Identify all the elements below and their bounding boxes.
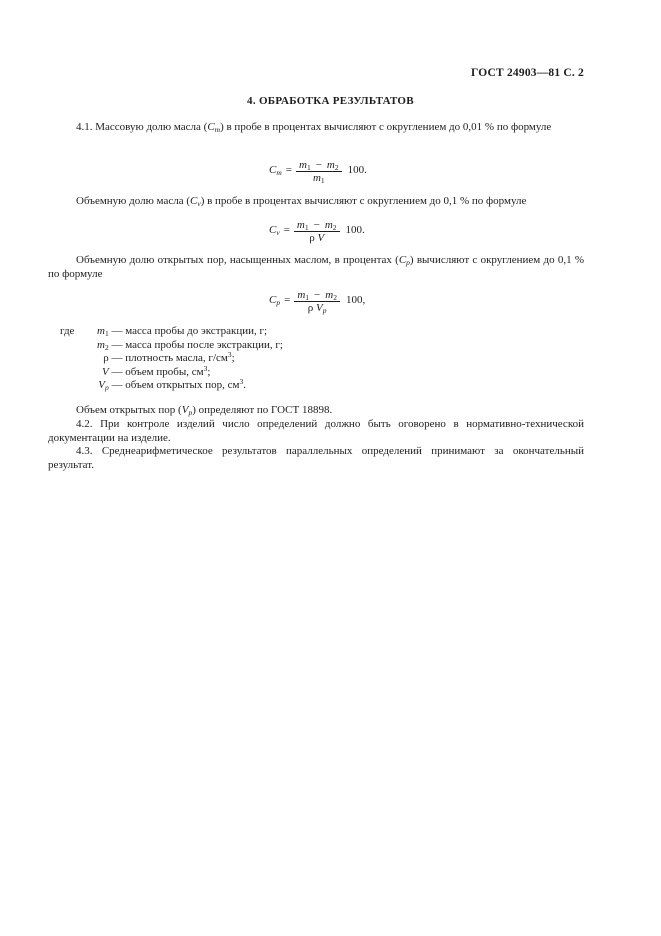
section-title: 4. ОБРАБОТКА РЕЗУЛЬТАТОВ xyxy=(247,95,414,107)
fraction-numerator: $m_1 - m_2$ xyxy=(294,289,340,302)
legend-item: где $m_1$ — масса пробы до экстракции, г; xyxy=(60,325,268,338)
fraction-denominator: $m_1$ xyxy=(312,171,325,185)
legend-item: $V_p$ — объем открытых пор, $см^3$. xyxy=(98,377,246,392)
formula-mass-fraction: $C_m$ = $\frac{m_1 - m_2}{m_1}$ 100. xyxy=(269,158,367,185)
fraction xyxy=(296,159,342,184)
fraction xyxy=(294,289,340,314)
paragraph-open-pores-volume: Объем открытых пор $(V_p)$ определяют по ГОСТ 18898. xyxy=(76,404,333,417)
clause-4-2: 4.2. При контроле изделий число определений должно быть оговорено в нормативно-технической документации на изделие. xyxy=(48,418,584,444)
fraction-numerator: $m_1 - m_2$ xyxy=(296,159,342,172)
clause-4-3: 4.3. Среднеарифметическое результатов параллельных определений принимают за окончательный результат. xyxy=(48,445,584,471)
fraction-numerator: $m_1 - m_2$ xyxy=(294,219,340,232)
fraction-denominator: ρ $V_p$ xyxy=(307,301,327,315)
formula-open-pores-fraction: $C_p$ = $\frac{m_1 - m_2}{\rho V_p}$ 100, xyxy=(269,288,366,315)
clause-4-1: 4.1. Массовую долю масла $(C_m)$ в пробе в процентах вычисляют с округлением до 0,01 % по формуле xyxy=(76,121,552,134)
document-header: ГОСТ 24903—81 С. 2 xyxy=(471,67,584,79)
paragraph-volume-fraction: Объемную долю масла $(C_v)$ в пробе в процентах вычисляют с округлением до 0,1 % по формуле xyxy=(76,195,527,208)
fraction xyxy=(294,219,340,244)
legend-item: V — объем пробы, $см^3$; xyxy=(102,363,211,378)
paragraph-open-pores-fraction: Объемную долю открытых пор, насыщенных маслом, в процентах $(C_p)$ вычисляют с округлением до 0,1 % по формуле xyxy=(48,254,585,280)
symbol-legend xyxy=(60,324,560,392)
legend-item: ρ — плотность масла, $г/см^3$; xyxy=(103,350,235,364)
fraction-denominator: ρ V xyxy=(309,231,325,244)
legend-item: $m_2$ — масса пробы после экстракции, г; xyxy=(97,338,283,352)
formula-volume-fraction: $C_v$ = $\frac{m_1 - m_2}{\text{ρ V}}$ 100. xyxy=(269,218,365,244)
